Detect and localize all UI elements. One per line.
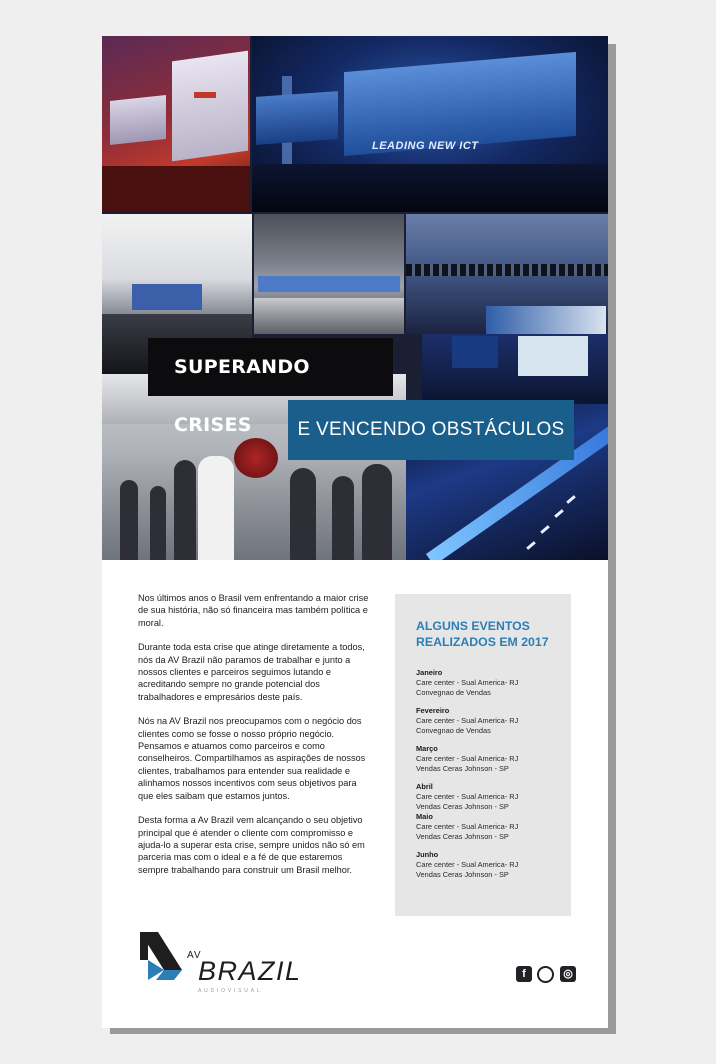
event-month: Março: [416, 744, 438, 753]
instagram-icon[interactable]: ◎: [560, 966, 576, 982]
body-paragraph: Desta forma a Av Brazil vem alcançando o seu objetivo principal que é atender o cliente com compromisso e ajuda-lo a superar esta crise, sempre unidos não só em parceria mas com o ideal e a fé de que estaremos sempre trabalhando para construir um Brasil melhor.: [138, 815, 365, 875]
event-line: Vendas Ceras Johnson - SP: [416, 832, 509, 841]
event-line: Care center - Sual America- RJ: [416, 716, 519, 725]
logo-mark-icon: [138, 930, 184, 982]
events-box: [395, 594, 571, 916]
event-line: Vendas Ceras Johnson - SP: [416, 802, 509, 811]
facebook-icon[interactable]: f: [516, 966, 532, 982]
body-paragraph: Nós na AV Brazil nos preocupamos com o negócio dos clientes como se fosse o nosso próprio negócio. Pensamos e atuamos como parceiros e como conselheiros. Compartilhamos as aspirações de nossos clientes, trabalhamos para entender sua realidade e alinhamos nossos incentivos com seus objetivos para que eles saibam que estamos juntos.: [138, 716, 366, 801]
photo-banner-text: LEADING NEW ICT: [372, 140, 479, 152]
logo-brazil-text: BRAZIL: [198, 956, 302, 986]
photo-blue-conference: [252, 36, 608, 212]
photo-red-auditorium: [102, 36, 250, 212]
event-item: [416, 782, 566, 812]
event-item: [416, 706, 566, 736]
logo-av-text: AV: [187, 950, 202, 961]
events-title: ALGUNS EVENTOS REALIZADOS EM 2017: [416, 619, 549, 649]
event-month: Abril: [416, 782, 433, 791]
event-line: Vendas Ceras Johnson - SP: [416, 764, 509, 773]
event-item: [416, 744, 566, 774]
event-month: Fevereiro: [416, 706, 450, 715]
event-item: [416, 850, 566, 880]
headline-line-1: SUPERANDO CRISES: [148, 338, 393, 396]
event-line: Convegnao de Vendas: [416, 726, 491, 735]
event-month: Maio: [416, 812, 433, 821]
event-line: Vendas Ceras Johnson - SP: [416, 870, 509, 879]
av-brazil-logo: [138, 930, 302, 1000]
event-month: Junho: [416, 850, 439, 859]
event-line: Care center - Sual America- RJ: [416, 860, 519, 869]
event-line: Care center - Sual America- RJ: [416, 754, 519, 763]
photo-seminar-room: [254, 214, 404, 334]
photo-collage: [102, 36, 608, 560]
body-copy: [138, 592, 370, 888]
event-item: [416, 668, 566, 698]
event-line: Convegnao de Vendas: [416, 688, 491, 697]
headline-line-2: E VENCENDO OBSTÁCULOS: [288, 400, 574, 460]
event-line: Care center - Sual America- RJ: [416, 822, 519, 831]
event-month: Janeiro: [416, 668, 443, 677]
event-item: [416, 812, 566, 842]
photo-force-event: [422, 334, 608, 404]
logo-subtitle: AUDIOVISUAL: [198, 988, 263, 994]
event-line: Care center - Sual America- RJ: [416, 792, 519, 801]
whatsapp-icon[interactable]: [537, 966, 554, 983]
body-paragraph: Durante toda esta crise que atinge diretamente a todos, nós da AV Brazil não paramos de trabalhar e junto a nossos clientes e parceiros seguimos lutando e acreditando sempre no grande potencial dos trabalhadores e empresários deste país.: [138, 642, 365, 702]
flyer-page: [102, 36, 608, 1028]
photo-truss-stage: [406, 214, 608, 334]
social-icons: [516, 966, 578, 984]
events-list: [416, 668, 566, 888]
event-line: Care center - Sual America- RJ: [416, 678, 519, 687]
body-paragraph: Nos últimos anos o Brasil vem enfrentando a maior crise de sua história, não só financeira mas também política e moral.: [138, 593, 369, 628]
